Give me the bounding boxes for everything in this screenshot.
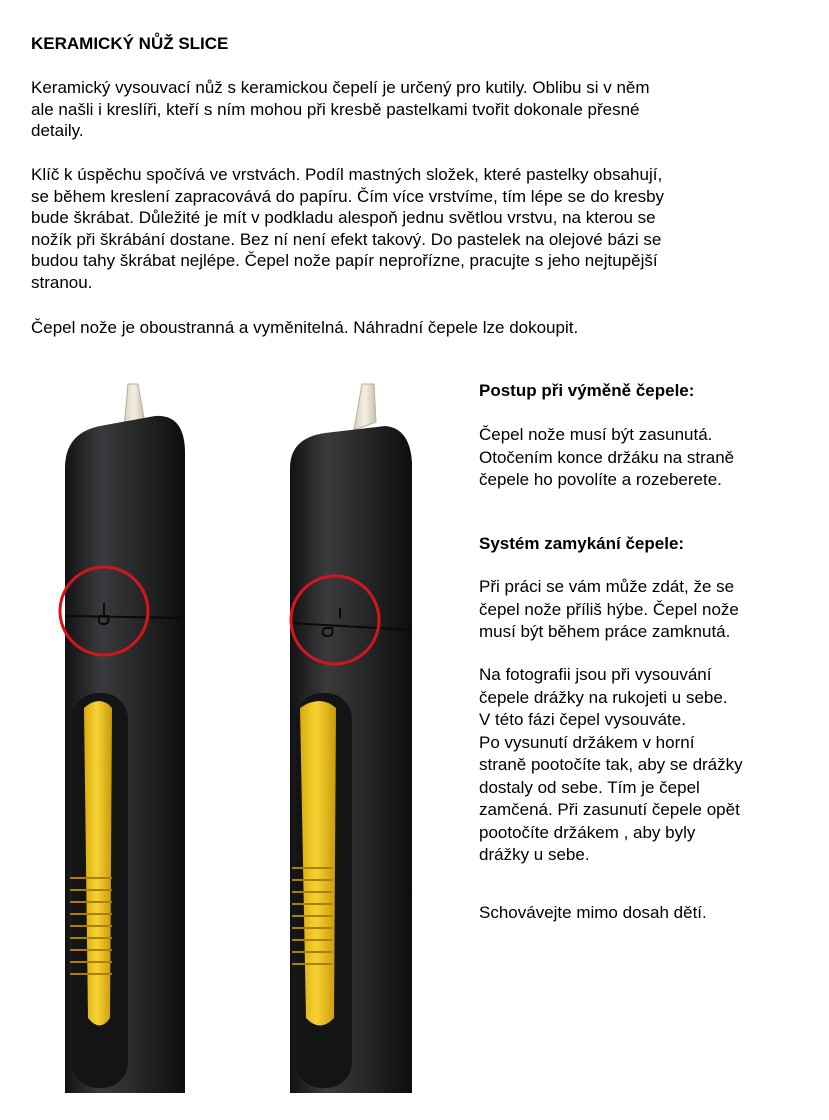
replace-text: Čepel nože musí být zasunutá. Otočením konce držáku na straně čepele ho povolíte a rozeberete. [479, 425, 735, 489]
slider-left [84, 701, 112, 1026]
knife-left [60, 384, 185, 1093]
intro-paragraph-3: Čepel nože je oboustranná a vyměnitelná. Náhradní čepele lze dokoupit. [31, 318, 579, 337]
knife-photo [40, 378, 470, 1098]
lock-heading: Systém zamykání čepele: [479, 534, 685, 553]
lock-text-1: Při práci se vám může zdát, že se čepel nože příliš hýbe. Čepel nože musí být během práce zamknutá. [479, 577, 739, 641]
lock-text-2: Na fotografii jsou při vysouvání čepele drážky na rukojeti u sebe. V této fázi čepel vysouváte. Po vysunutí držákem v horní straně pootočíte tak, aby se drážky dostaly od sebe. Tím je čepel zamčená. Při zasunutí čepele opět pootočíte držákem , aby byly drážky u sebe. [479, 665, 743, 864]
blade-right [354, 384, 376, 430]
knife-right [290, 384, 412, 1093]
slider-right [300, 701, 336, 1026]
intro-paragraph-2: Klíč k úspěchu spočívá ve vrstvách. Podíl mastných složek, které pastelky obsahují, se během kreslení zapracovává do papíru. Čím více vrstvíme, tím lépe se do kresby bude škrábat. Důležité je mít v podkladu alespoň jednu světlou vrstvu, na kterou se nožík při škrábání dostane. Bez ní není efekt takový. Do pastelek na olejové bázi se budou tahy škrábat nejlépe. Čepel nože papír neprořízne, pracujte s jeho nejtupější stranou. [31, 165, 665, 292]
intro-paragraph-1: Keramický vysouvací nůž s keramickou čepelí je určený pro kutily. Oblibu si v něm ale našli i kreslíři, kteří s ním mohou při kresbě pastelkami tvořit dokonale přesné detaily. [31, 78, 650, 140]
replace-heading: Postup při výměně čepele: [479, 381, 695, 400]
child-warning: Schovávejte mimo dosah dětí. [479, 903, 707, 922]
page-title: KERAMICKÝ NŮŽ SLICE [31, 34, 229, 53]
